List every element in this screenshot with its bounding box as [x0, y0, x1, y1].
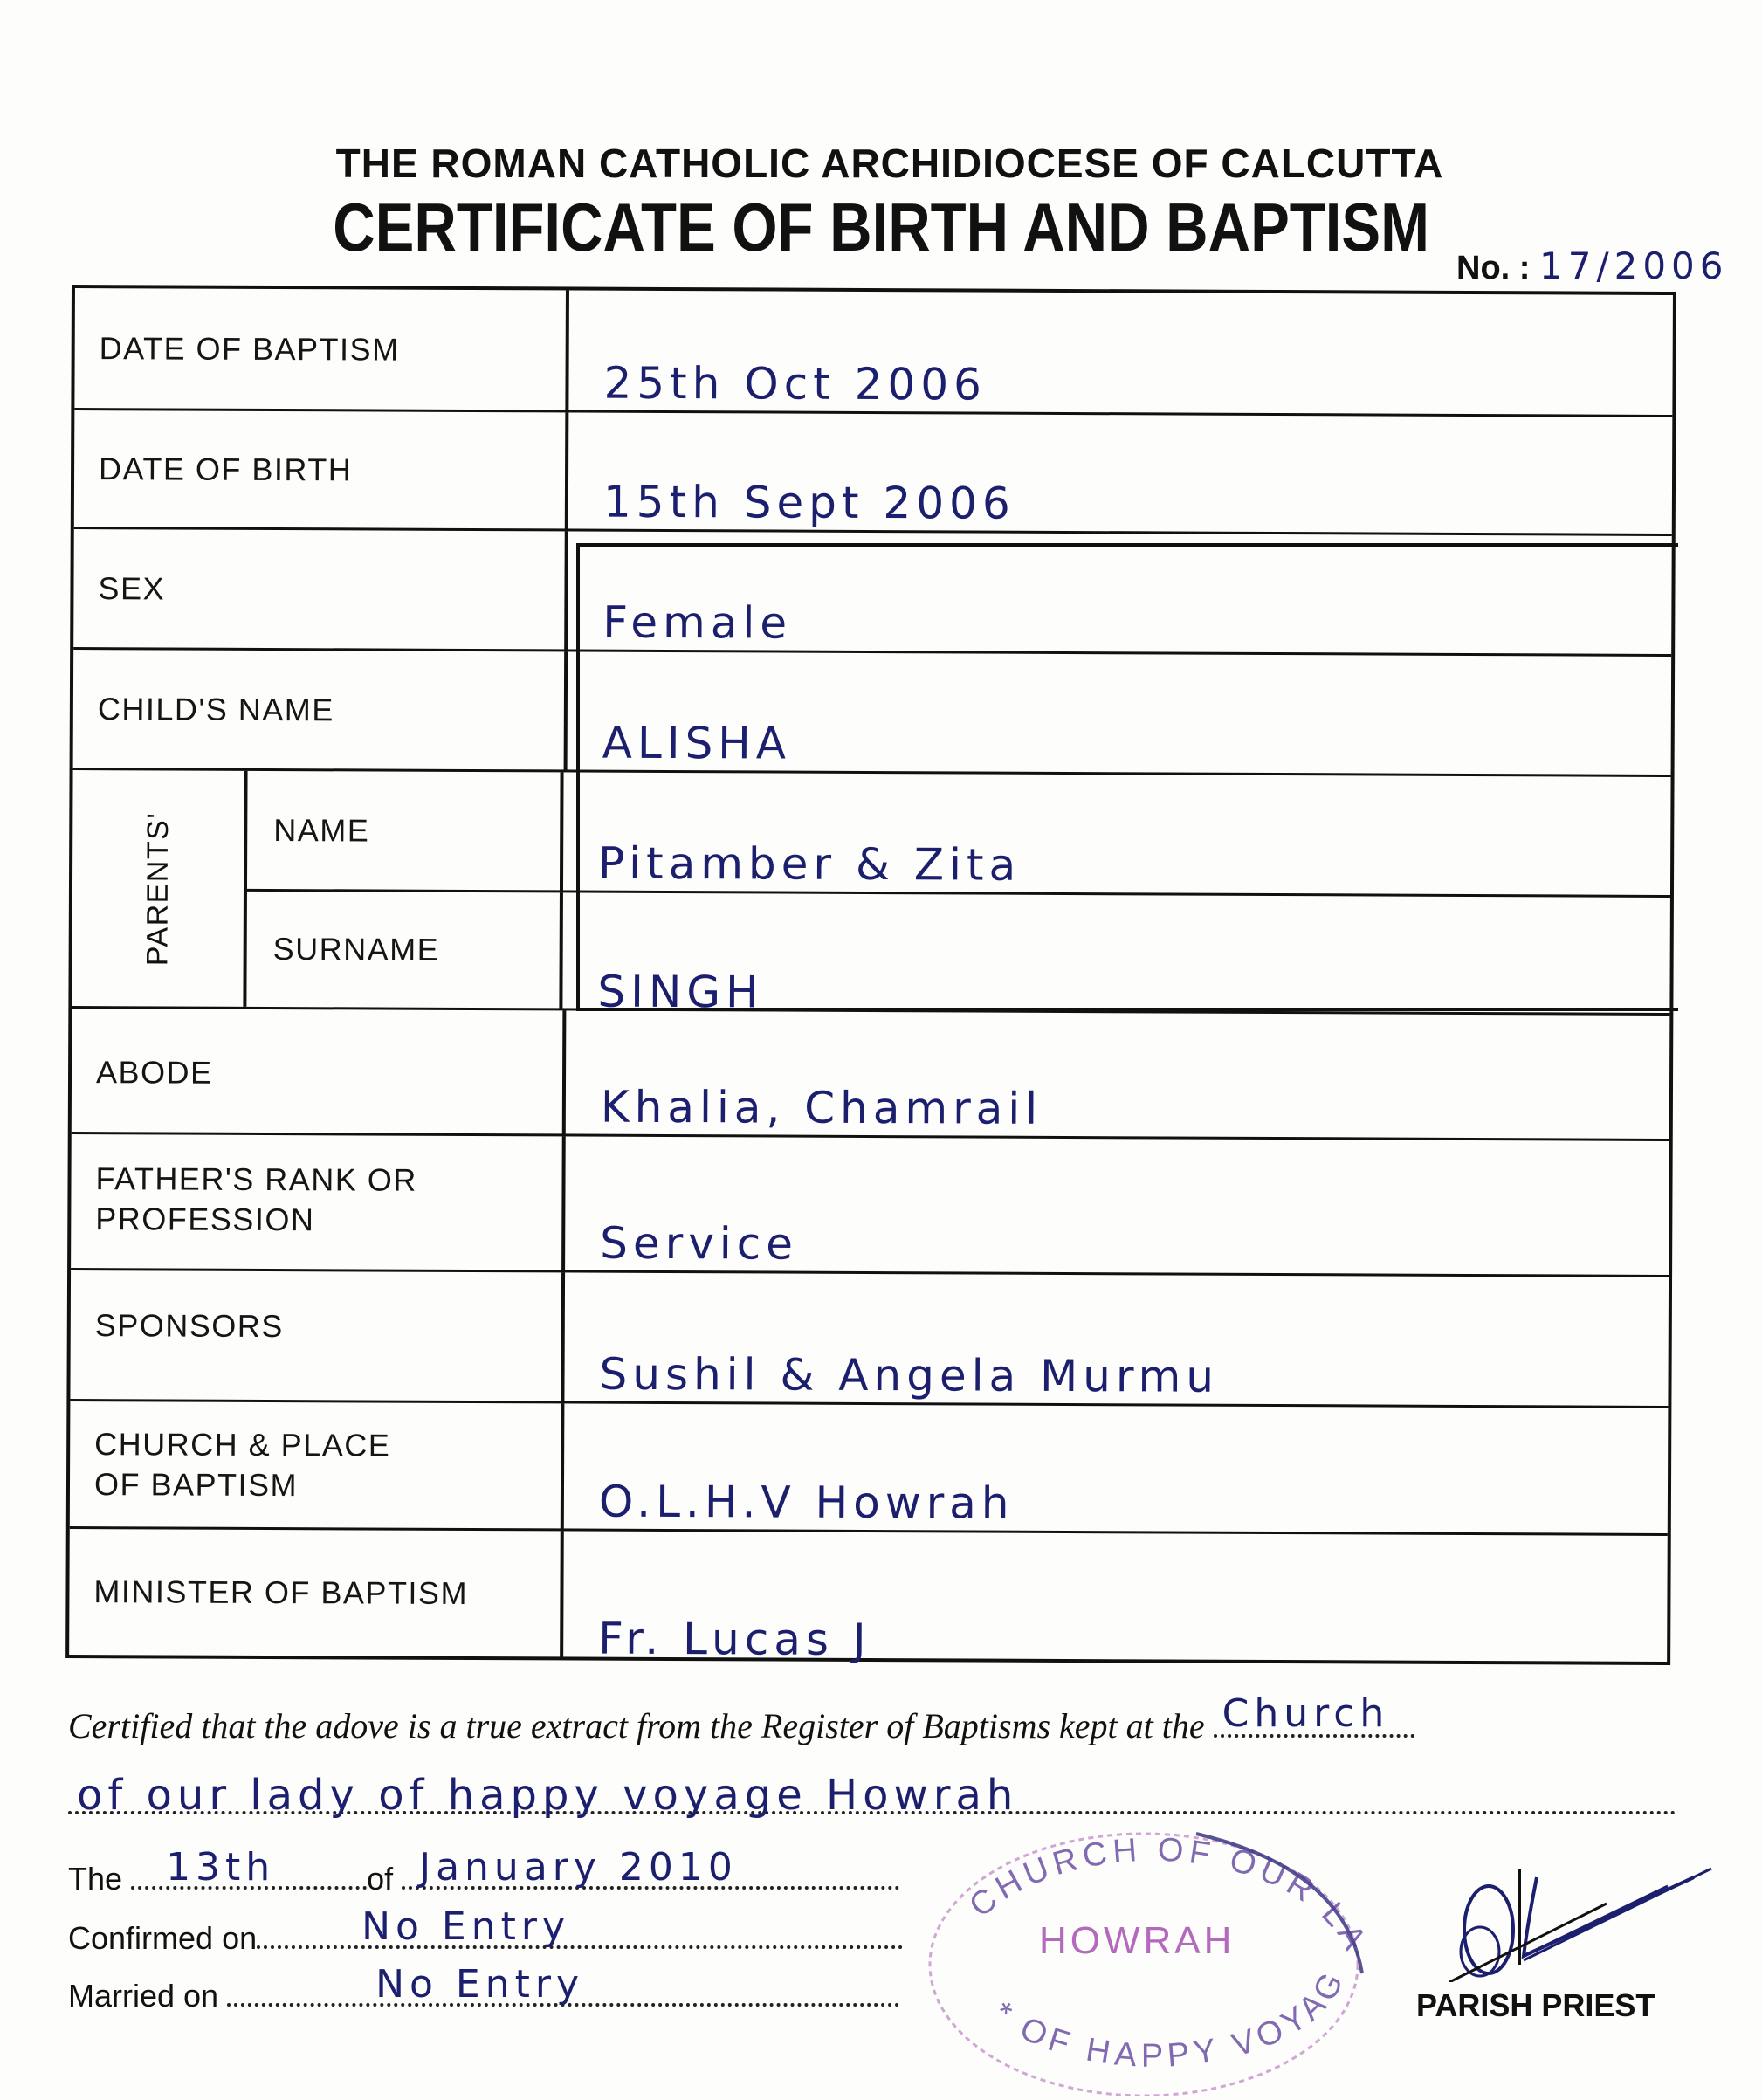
label-fathers-profession-line2: PROFESSION	[95, 1201, 315, 1238]
label-church-place-line2: OF BAPTISM	[93, 1466, 299, 1504]
married-label: Married on	[68, 1978, 219, 2014]
value-sex: Female	[602, 596, 793, 649]
row-date-of-baptism	[74, 288, 1673, 417]
certificate-number-label: No. :	[1456, 250, 1531, 286]
row-fathers-profession	[71, 1134, 1669, 1277]
parish-priest-label: PARISH PRIEST	[1416, 1987, 1655, 2023]
issue-of-label: of	[367, 1861, 394, 1897]
row-minister	[69, 1529, 1668, 1666]
married-line	[68, 1962, 899, 2014]
value-fathers-profession: Service	[600, 1217, 799, 1270]
issue-month-year: January 2010	[419, 1845, 738, 1890]
value-childs-name: ALISHA	[602, 717, 792, 769]
label-childs-name: CHILD'S NAME	[73, 650, 568, 769]
confirmed-value: No Entry	[361, 1904, 570, 1949]
certificate-number	[1456, 244, 1728, 287]
label-sex: SEX	[73, 529, 568, 649]
certificate-title: CERTIFICATE OF BIRTH AND BAPTISM	[333, 189, 1430, 265]
value-date-of-birth: 15th Sept 2006	[602, 476, 1015, 529]
row-church-place	[70, 1401, 1669, 1536]
confirmed-label: Confirmed on	[68, 1920, 258, 1956]
value-parents-surname: SINGH	[597, 966, 764, 1018]
label-date-of-baptism: DATE OF BAPTISM	[74, 288, 569, 410]
label-church-place-line1: CHURCH & PLACE	[94, 1426, 391, 1463]
organization-heading: THE ROMAN CATHOLIC ARCHIDIOCESE OF CALCUTTA	[335, 141, 1444, 186]
label-date-of-birth: DATE OF BIRTH	[74, 410, 569, 528]
certificate-number-value: 17/2006	[1539, 244, 1729, 287]
priest-signature-icon	[1432, 1860, 1720, 1982]
label-parents: PARENTS'	[141, 811, 175, 966]
row-childs-name	[73, 650, 1672, 777]
issue-the-label: The	[68, 1861, 123, 1897]
certification-text: Certified that the adove is a true extract from the Register of Baptisms kept at the	[68, 1706, 1205, 1745]
label-parents-surname: SURNAME	[246, 892, 563, 1009]
value-date-of-baptism: 25th Oct 2006	[603, 357, 988, 410]
certification-church-field	[68, 1771, 1676, 1820]
certification-church-line1: Church	[1222, 1691, 1390, 1736]
seal-top-text: CHURCH OF OUR LA	[962, 1831, 1375, 1960]
confirmed-line	[68, 1904, 903, 1957]
row-sponsors	[70, 1270, 1669, 1408]
value-sponsors: Sushil & Angela Murmu	[599, 1348, 1220, 1402]
label-abode: ABODE	[72, 1009, 567, 1133]
row-parents-surname	[246, 892, 1670, 1018]
label-parents-name: NAME	[247, 771, 564, 891]
value-parents-name: Pitamber & Zita	[597, 837, 1022, 891]
issue-day: 13th	[166, 1845, 276, 1890]
row-abode	[72, 1009, 1670, 1141]
value-abode: Khalia, Chamrail	[600, 1081, 1043, 1134]
certification-church-line2: of our lady of happy voyage Howrah	[77, 1771, 1019, 1820]
label-sponsors: SPONSORS	[70, 1270, 565, 1401]
value-church-place: O.L.H.V Howrah	[598, 1476, 1015, 1529]
label-fathers-profession-line1: FATHER'S RANK OR	[95, 1160, 417, 1198]
seal-bottom-text: * OF HAPPY VOYAG	[986, 1962, 1353, 2075]
value-minister: Fr. Lucas J	[598, 1613, 871, 1666]
label-minister: MINISTER OF BAPTISM	[69, 1529, 564, 1656]
row-date-of-birth	[74, 410, 1673, 536]
row-parents-name	[247, 771, 1671, 898]
row-sex	[73, 529, 1672, 657]
parents-section	[72, 770, 1670, 1016]
certificate-form-table	[65, 285, 1676, 1665]
seal-center-text: HOWRAH	[1039, 1919, 1235, 1962]
certification-statement	[68, 1691, 1414, 1746]
church-seal-stamp	[908, 1816, 1380, 2096]
married-value: No Entry	[375, 1962, 584, 2007]
issue-date-line	[68, 1845, 899, 1897]
